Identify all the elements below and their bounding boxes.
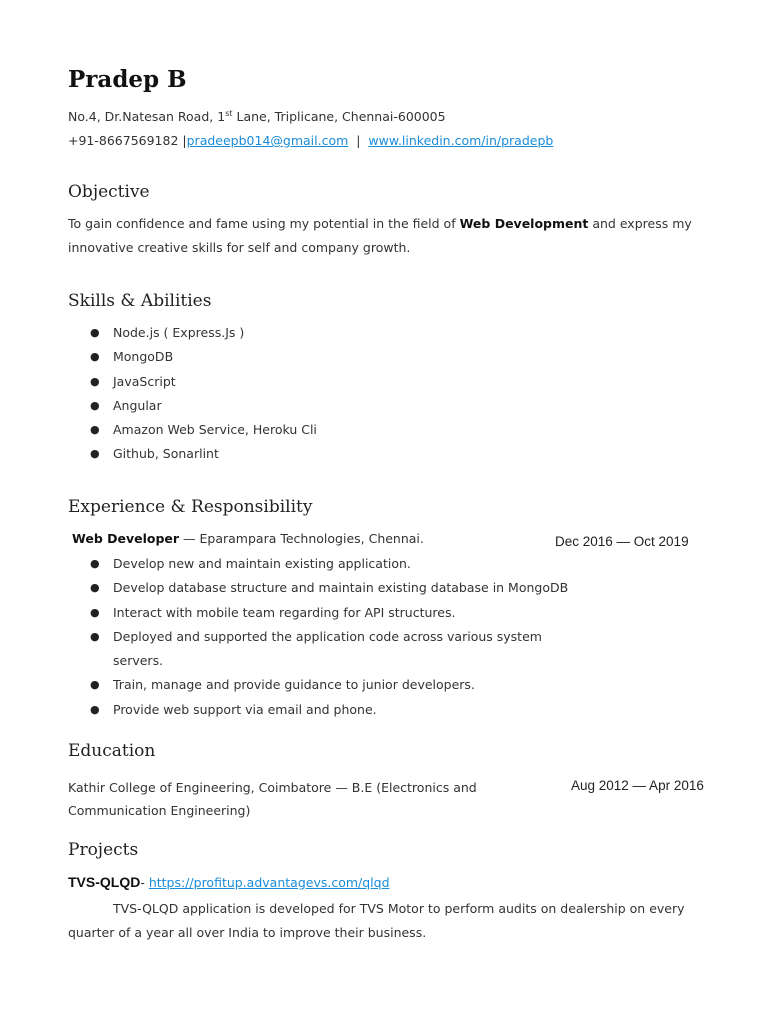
responsibility-item	[68, 601, 588, 625]
responsibility-item	[68, 625, 588, 674]
project-title: TVS-QLQD	[68, 874, 141, 890]
education-text: Kathir College of Engineering, Coimbatore — B.E (Electronics and Communication Engineering)	[68, 780, 477, 818]
bullet-icon: ●	[90, 398, 100, 412]
job-title-line	[72, 531, 424, 546]
skill-text: Angular	[113, 397, 162, 413]
bullet-icon: ●	[90, 447, 100, 461]
bullet-icon: ●	[90, 581, 100, 595]
skill-text: Node.js ( Express.Js )	[113, 325, 245, 340]
skill-text: MongoDB	[113, 349, 174, 365]
responsibility-item	[68, 552, 588, 576]
objective-text-start: To gain confidence and fame using my potential in the field of	[68, 216, 460, 231]
bullet-icon: ●	[90, 702, 100, 716]
responsibility-text: Develop database structure and maintain existing database in MongoDB	[113, 580, 569, 596]
address-line	[68, 109, 446, 124]
experience-list	[68, 552, 588, 722]
responsibility-item	[68, 698, 588, 722]
address-part1: No.4, Dr.Natesan Road, 1	[68, 109, 226, 125]
skill-item	[68, 345, 317, 369]
project-dash: -	[140, 875, 149, 890]
bullet-icon: ●	[90, 605, 100, 619]
skill-item	[68, 418, 317, 442]
separator: |	[182, 133, 187, 148]
address-sup: st	[225, 109, 233, 118]
projects-heading: Projects	[68, 840, 139, 860]
job-company: — Eparampara Technologies, Chennai.	[179, 531, 424, 546]
responsibility-text: Deployed and supported the application code across various system servers.	[113, 628, 542, 669]
email-link[interactable]: pradeepb014@gmail.com	[186, 133, 349, 148]
separator: |	[356, 133, 361, 148]
bullet-icon: ●	[90, 557, 100, 570]
project-link[interactable]: https://profitup.advantagevs.com/qlqd	[148, 875, 390, 890]
objective-heading: Objective	[68, 182, 150, 202]
experience-heading: Experience & Responsibility	[68, 497, 313, 517]
project-description: TVS-QLQD application is developed for TVS Motor to perform audits on dealership on every quarter of a year all over India to improve their business.	[68, 901, 685, 940]
contact-line	[68, 133, 553, 148]
skill-item	[68, 370, 317, 394]
education-dates: Aug 2012 — Apr 2016	[571, 778, 704, 793]
bullet-icon: ●	[90, 629, 100, 643]
phone-number: +91-8667569182	[68, 133, 179, 148]
skill-item	[68, 321, 317, 345]
bullet-icon: ●	[90, 350, 100, 364]
project-title-line	[68, 874, 390, 890]
skill-text: Amazon Web Service, Heroku Cli	[113, 422, 317, 438]
objective-text	[68, 212, 708, 260]
bullet-icon: ●	[90, 678, 100, 692]
responsibility-text: Train, manage and provide guidance to junior developers.	[113, 677, 475, 693]
address-part2: Lane, Triplicane, Chennai-600005	[232, 109, 446, 125]
skills-list	[68, 321, 317, 467]
skill-text: Github, Sonarlint	[113, 446, 219, 462]
skills-heading: Skills & Abilities	[68, 291, 212, 311]
responsibility-text: Provide web support via email and phone.	[113, 701, 377, 717]
responsibility-item	[68, 576, 588, 600]
objective-text-end: and express my innovative creative skills for self and company growth.	[68, 216, 692, 255]
objective-text-bold: Web Development	[459, 216, 589, 231]
skill-text: JavaScript	[113, 373, 176, 389]
job-title: Web Developer	[72, 531, 180, 546]
skill-item	[68, 442, 317, 466]
bullet-icon: ●	[90, 326, 100, 339]
skill-item	[68, 394, 317, 418]
bullet-icon: ●	[90, 423, 100, 437]
linkedin-link[interactable]: www.linkedin.com/in/pradepb	[368, 133, 554, 148]
bullet-icon: ●	[90, 374, 100, 388]
candidate-name: Pradep B	[68, 66, 187, 93]
education-heading: Education	[68, 741, 156, 761]
responsibility-text: Develop new and maintain existing application.	[113, 556, 411, 571]
experience-dates: Dec 2016 — Oct 2019	[555, 534, 689, 549]
responsibility-text: Interact with mobile team regarding for API structures.	[113, 604, 456, 620]
responsibility-item	[68, 673, 588, 697]
